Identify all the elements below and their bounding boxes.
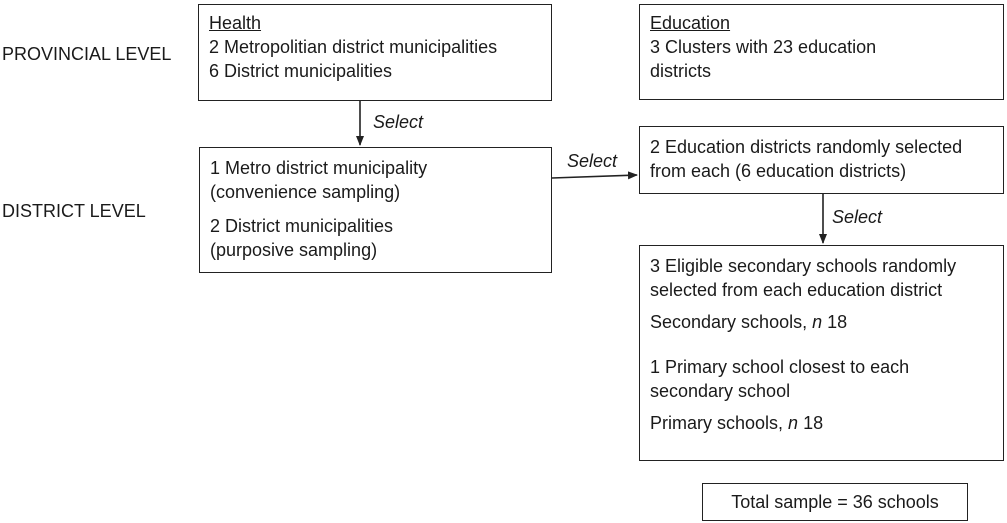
education-district-box: [639, 126, 1004, 194]
secondary-selection-line1: 3 Eligible secondary schools randomly: [650, 256, 957, 276]
health-district-municipalities: 6 District municipalities: [209, 61, 393, 81]
select-label-1: Select: [373, 112, 424, 132]
education-clusters-cont: districts: [650, 61, 712, 81]
total-sample-box: [702, 483, 968, 521]
secondary-selection-line2: selected from each education district: [650, 280, 943, 300]
select-label-2: Select: [567, 151, 618, 171]
arrow-district-to-education: [552, 175, 637, 178]
metro-municipality-line: 1 Metro district municipality: [210, 158, 428, 178]
secondary-schools-count: Secondary schools, n 18: [650, 312, 848, 332]
education-districts-line2: from each (6 education districts): [650, 161, 907, 181]
provincial-level-label: PROVINCIAL LEVEL: [2, 44, 172, 64]
total-sample-text: Total sample = 36 schools: [731, 492, 939, 512]
schools-box: [639, 245, 1004, 461]
district-municipalities-line: 2 District municipalities: [210, 216, 394, 236]
education-districts-line1: 2 Education districts randomly selected: [650, 137, 963, 157]
primary-schools-count: Primary schools, n 18: [650, 413, 824, 433]
health-metro-municipalities: 2 Metropolitian district municipalities: [209, 37, 498, 57]
select-label-3: Select: [832, 207, 883, 227]
health-district-box: [199, 147, 552, 273]
education-heading: Education: [650, 13, 731, 33]
health-provincial-box: [198, 4, 552, 101]
health-heading: Health: [209, 13, 262, 33]
primary-selection-line1: 1 Primary school closest to each: [650, 357, 910, 377]
district-level-label: DISTRICT LEVEL: [2, 201, 146, 221]
purposive-sampling-line: (purposive sampling): [210, 240, 378, 260]
education-provincial-box: [639, 4, 1004, 100]
convenience-sampling-line: (convenience sampling): [210, 182, 401, 202]
primary-selection-line2: secondary school: [650, 381, 791, 401]
education-clusters: 3 Clusters with 23 education: [650, 37, 877, 57]
